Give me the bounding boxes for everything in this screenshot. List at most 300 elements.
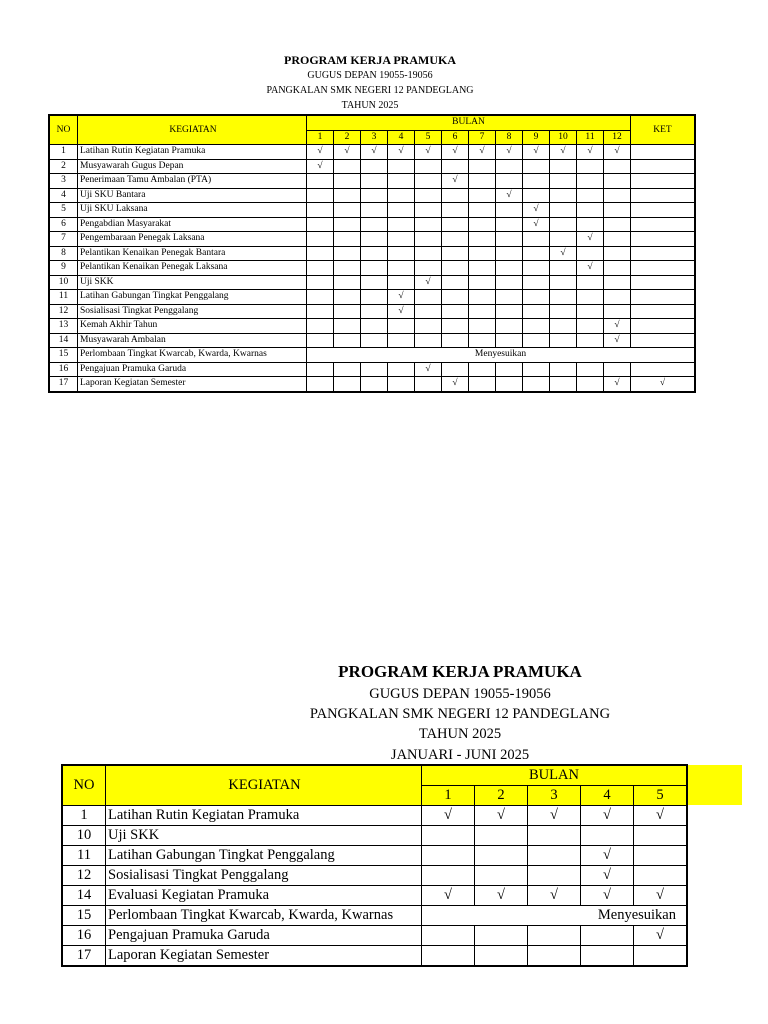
month-check-cell bbox=[442, 275, 469, 290]
month-check-cell bbox=[550, 174, 577, 189]
row-number: 6 bbox=[49, 217, 78, 232]
month-check-cell bbox=[442, 217, 469, 232]
month-check-cell: √ bbox=[442, 377, 469, 392]
month-check-cell bbox=[604, 188, 631, 203]
header-month-2: 2 bbox=[475, 786, 528, 806]
month-check-cell bbox=[634, 846, 688, 866]
month-check-cell bbox=[496, 304, 523, 319]
header-kegiatan: KEGIATAN bbox=[78, 115, 307, 145]
month-check-cell bbox=[307, 304, 334, 319]
month-check-cell bbox=[496, 362, 523, 377]
month-check-cell bbox=[496, 290, 523, 305]
month-check-cell bbox=[581, 926, 634, 946]
month-check-cell bbox=[307, 275, 334, 290]
ket-cell bbox=[631, 217, 696, 232]
month-check-cell bbox=[388, 246, 415, 261]
month-check-cell bbox=[469, 188, 496, 203]
header-month-3: 3 bbox=[528, 786, 581, 806]
month-check-cell bbox=[422, 926, 475, 946]
month-check-cell bbox=[361, 246, 388, 261]
row-number: 16 bbox=[62, 926, 106, 946]
month-check-cell: √ bbox=[334, 145, 361, 160]
month-check-cell bbox=[442, 159, 469, 174]
month-check-cell bbox=[523, 275, 550, 290]
month-check-cell bbox=[634, 826, 688, 846]
month-check-cell bbox=[523, 232, 550, 247]
month-check-cell bbox=[415, 246, 442, 261]
month-check-cell: √ bbox=[581, 886, 634, 906]
month-check-cell bbox=[475, 826, 528, 846]
month-check-cell bbox=[469, 377, 496, 392]
month-check-cell bbox=[334, 319, 361, 334]
table-row bbox=[49, 145, 695, 160]
month-check-cell: √ bbox=[475, 886, 528, 906]
month-check-cell: √ bbox=[388, 145, 415, 160]
month-check-cell bbox=[550, 290, 577, 305]
month-check-cell bbox=[469, 304, 496, 319]
row-number: 4 bbox=[49, 188, 78, 203]
header-month-5: 5 bbox=[415, 130, 442, 145]
month-check-cell bbox=[550, 319, 577, 334]
month-check-cell: √ bbox=[577, 232, 604, 247]
month-check-cell bbox=[334, 159, 361, 174]
row-number: 12 bbox=[62, 866, 106, 886]
month-check-cell bbox=[496, 159, 523, 174]
month-check-cell: √ bbox=[528, 886, 581, 906]
month-check-cell: √ bbox=[475, 806, 528, 826]
month-check-cell bbox=[361, 159, 388, 174]
month-check-cell bbox=[415, 159, 442, 174]
month-check-cell: √ bbox=[415, 362, 442, 377]
month-check-cell bbox=[361, 261, 388, 276]
activity-name: Pengabdian Masyarakat bbox=[78, 217, 307, 232]
month-check-cell: √ bbox=[415, 145, 442, 160]
month-check-cell bbox=[550, 203, 577, 218]
month-check-cell bbox=[469, 275, 496, 290]
month-check-cell bbox=[334, 203, 361, 218]
month-check-cell bbox=[307, 232, 334, 247]
month-check-cell: √ bbox=[496, 188, 523, 203]
month-check-cell bbox=[577, 159, 604, 174]
row-number: 8 bbox=[49, 246, 78, 261]
month-check-cell: √ bbox=[523, 145, 550, 160]
row-number: 10 bbox=[49, 275, 78, 290]
month-check-cell bbox=[415, 232, 442, 247]
month-check-cell: √ bbox=[634, 926, 688, 946]
month-check-cell bbox=[469, 217, 496, 232]
month-check-cell bbox=[577, 304, 604, 319]
month-check-cell: √ bbox=[496, 145, 523, 160]
header-month-9: 9 bbox=[523, 130, 550, 145]
month-check-cell bbox=[415, 217, 442, 232]
month-check-cell bbox=[577, 319, 604, 334]
month-check-cell: √ bbox=[523, 217, 550, 232]
header-month-5: 5 bbox=[634, 786, 688, 806]
month-check-cell bbox=[528, 946, 581, 967]
month-check-cell bbox=[550, 333, 577, 348]
activity-name: Uji SKU Bantara bbox=[78, 188, 307, 203]
month-check-cell bbox=[523, 188, 550, 203]
table-row bbox=[49, 362, 695, 377]
month-check-cell: √ bbox=[361, 145, 388, 160]
row-number: 10 bbox=[62, 826, 106, 846]
month-check-cell: √ bbox=[388, 304, 415, 319]
activity-name: Sosialisasi Tingkat Penggalang bbox=[78, 304, 307, 319]
row-number: 5 bbox=[49, 203, 78, 218]
month-check-cell bbox=[442, 304, 469, 319]
program-table-semester bbox=[61, 764, 688, 967]
month-check-cell bbox=[634, 946, 688, 967]
month-check-cell bbox=[388, 232, 415, 247]
month-check-cell bbox=[604, 174, 631, 189]
month-check-cell bbox=[361, 377, 388, 392]
header-kegiatan: KEGIATAN bbox=[106, 765, 422, 806]
activity-name: Sosialisasi Tingkat Penggalang bbox=[106, 866, 422, 886]
ket-cell bbox=[631, 246, 696, 261]
month-check-cell bbox=[550, 188, 577, 203]
activity-name: Uji SKK bbox=[78, 275, 307, 290]
month-check-cell bbox=[334, 232, 361, 247]
ket-cell bbox=[631, 275, 696, 290]
activity-name: Musyawarah Ambalan bbox=[78, 333, 307, 348]
month-check-cell: √ bbox=[388, 290, 415, 305]
month-check-cell: √ bbox=[604, 377, 631, 392]
table-row bbox=[62, 946, 687, 967]
month-check-cell bbox=[496, 246, 523, 261]
month-check-cell bbox=[388, 203, 415, 218]
month-check-cell bbox=[442, 203, 469, 218]
month-check-cell: √ bbox=[604, 319, 631, 334]
ket-cell bbox=[631, 159, 696, 174]
month-check-cell bbox=[523, 261, 550, 276]
month-check-cell bbox=[442, 290, 469, 305]
month-check-cell bbox=[422, 846, 475, 866]
month-check-cell bbox=[361, 290, 388, 305]
row-number: 12 bbox=[49, 304, 78, 319]
month-check-cell bbox=[361, 304, 388, 319]
table-row bbox=[49, 174, 695, 189]
month-check-cell bbox=[604, 246, 631, 261]
month-check-cell: √ bbox=[528, 806, 581, 826]
table-row bbox=[62, 866, 687, 886]
month-check-cell bbox=[577, 377, 604, 392]
header-bulan: BULAN bbox=[422, 765, 688, 786]
ket-cell bbox=[631, 362, 696, 377]
activity-name: Uji SKK bbox=[106, 826, 422, 846]
table-row bbox=[62, 826, 687, 846]
month-check-cell bbox=[496, 232, 523, 247]
month-check-cell bbox=[388, 159, 415, 174]
table-row bbox=[49, 275, 695, 290]
table-row bbox=[62, 886, 687, 906]
month-check-cell bbox=[469, 174, 496, 189]
month-check-cell bbox=[577, 217, 604, 232]
activity-name: Perlombaan Tingkat Kwarcab, Kwarda, Kwarnas bbox=[78, 348, 307, 363]
month-check-cell bbox=[604, 275, 631, 290]
activity-name: Uji SKU Laksana bbox=[78, 203, 307, 218]
ket-cell bbox=[631, 174, 696, 189]
month-check-cell bbox=[307, 333, 334, 348]
row-number: 14 bbox=[49, 333, 78, 348]
month-check-cell: √ bbox=[577, 145, 604, 160]
row-number: 16 bbox=[49, 362, 78, 377]
month-check-cell bbox=[415, 333, 442, 348]
table-row bbox=[49, 290, 695, 305]
row-number: 15 bbox=[49, 348, 78, 363]
table-row bbox=[49, 377, 695, 392]
activity-name: Latihan Rutin Kegiatan Pramuka bbox=[78, 145, 307, 160]
month-check-cell bbox=[415, 261, 442, 276]
row-number: 11 bbox=[49, 290, 78, 305]
month-check-cell bbox=[307, 203, 334, 218]
month-check-cell bbox=[334, 174, 361, 189]
header-month-3: 3 bbox=[361, 130, 388, 145]
month-check-cell bbox=[334, 333, 361, 348]
month-check-cell bbox=[604, 217, 631, 232]
month-check-cell bbox=[307, 319, 334, 334]
activity-name: Laporan Kegiatan Semester bbox=[78, 377, 307, 392]
month-check-cell bbox=[334, 217, 361, 232]
header-ket: KET bbox=[631, 115, 696, 145]
month-check-cell bbox=[604, 232, 631, 247]
activity-name: Musyawarah Gugus Depan bbox=[78, 159, 307, 174]
month-check-cell bbox=[577, 188, 604, 203]
header-month-10: 10 bbox=[550, 130, 577, 145]
month-check-cell bbox=[361, 319, 388, 334]
month-check-cell: √ bbox=[581, 866, 634, 886]
header-month-1: 1 bbox=[422, 786, 475, 806]
month-check-cell bbox=[388, 377, 415, 392]
table-row bbox=[49, 159, 695, 174]
month-check-cell: √ bbox=[422, 886, 475, 906]
month-check-cell bbox=[604, 362, 631, 377]
month-check-cell bbox=[307, 188, 334, 203]
section2-tahun: TAHUN 2025 bbox=[418, 726, 502, 742]
month-check-cell bbox=[581, 826, 634, 846]
month-check-cell bbox=[388, 362, 415, 377]
month-check-cell bbox=[604, 261, 631, 276]
header-month-4: 4 bbox=[581, 786, 634, 806]
activity-name: Pengajuan Pramuka Garuda bbox=[106, 926, 422, 946]
month-check-cell bbox=[415, 290, 442, 305]
activity-name: Pengajuan Pramuka Garuda bbox=[78, 362, 307, 377]
month-check-cell bbox=[442, 333, 469, 348]
month-check-cell bbox=[334, 246, 361, 261]
activity-name: Latihan Rutin Kegiatan Pramuka bbox=[106, 806, 422, 826]
month-check-cell bbox=[361, 203, 388, 218]
month-check-cell bbox=[442, 319, 469, 334]
table-row bbox=[62, 926, 687, 946]
month-check-cell bbox=[388, 333, 415, 348]
schedule-note: Menyesuikan bbox=[422, 906, 688, 926]
activity-name: Pengembaraan Penegak Laksana bbox=[78, 232, 307, 247]
month-check-cell bbox=[581, 946, 634, 967]
header-month-2: 2 bbox=[334, 130, 361, 145]
activity-name: Pelantikan Kenaikan Penegak Bantara bbox=[78, 246, 307, 261]
month-check-cell bbox=[442, 188, 469, 203]
month-check-cell: √ bbox=[581, 806, 634, 826]
month-check-cell bbox=[334, 304, 361, 319]
section2-title: PROGRAM KERJA PRAMUKA bbox=[338, 662, 582, 681]
month-check-cell bbox=[422, 866, 475, 886]
month-check-cell bbox=[442, 261, 469, 276]
month-check-cell bbox=[550, 275, 577, 290]
month-check-cell: √ bbox=[634, 886, 688, 906]
section1-tahun: TAHUN 2025 bbox=[341, 100, 399, 111]
month-check-cell bbox=[550, 232, 577, 247]
ket-cell bbox=[631, 145, 696, 160]
month-check-cell: √ bbox=[442, 145, 469, 160]
month-check-cell bbox=[469, 319, 496, 334]
month-check-cell bbox=[361, 362, 388, 377]
month-check-cell bbox=[496, 319, 523, 334]
table-row bbox=[49, 232, 695, 247]
month-check-cell: √ bbox=[307, 159, 334, 174]
activity-name: Laporan Kegiatan Semester bbox=[106, 946, 422, 967]
row-number: 17 bbox=[49, 377, 78, 392]
month-check-cell bbox=[361, 217, 388, 232]
month-check-cell bbox=[604, 203, 631, 218]
month-check-cell bbox=[361, 188, 388, 203]
row-number: 13 bbox=[49, 319, 78, 334]
program-table-annual bbox=[48, 114, 696, 393]
month-check-cell bbox=[361, 275, 388, 290]
month-check-cell bbox=[469, 246, 496, 261]
month-check-cell: √ bbox=[604, 333, 631, 348]
month-check-cell bbox=[307, 217, 334, 232]
header-bulan: BULAN bbox=[307, 115, 631, 130]
month-check-cell bbox=[528, 926, 581, 946]
row-number: 9 bbox=[49, 261, 78, 276]
ket-cell bbox=[631, 304, 696, 319]
month-check-cell bbox=[523, 362, 550, 377]
month-check-cell bbox=[523, 333, 550, 348]
month-check-cell: √ bbox=[415, 275, 442, 290]
month-check-cell bbox=[334, 188, 361, 203]
header-highlight-strip bbox=[688, 765, 742, 805]
table-row bbox=[49, 246, 695, 261]
row-number: 3 bbox=[49, 174, 78, 189]
month-check-cell: √ bbox=[307, 145, 334, 160]
month-check-cell bbox=[577, 333, 604, 348]
section2-periode: JANUARI - JUNI 2025 bbox=[390, 747, 530, 763]
month-check-cell bbox=[388, 319, 415, 334]
ket-cell bbox=[631, 203, 696, 218]
month-check-cell bbox=[307, 174, 334, 189]
month-check-cell bbox=[604, 304, 631, 319]
table-row bbox=[49, 203, 695, 218]
activity-name: Latihan Gabungan Tingkat Penggalang bbox=[78, 290, 307, 305]
month-check-cell bbox=[577, 203, 604, 218]
month-check-cell bbox=[604, 159, 631, 174]
header-no: NO bbox=[49, 115, 78, 145]
header-month-4: 4 bbox=[388, 130, 415, 145]
table-row bbox=[62, 806, 687, 826]
table-row bbox=[49, 261, 695, 276]
month-check-cell bbox=[577, 174, 604, 189]
row-number: 2 bbox=[49, 159, 78, 174]
month-check-cell bbox=[496, 261, 523, 276]
ket-cell bbox=[631, 261, 696, 276]
month-check-cell bbox=[577, 290, 604, 305]
month-check-cell bbox=[334, 261, 361, 276]
month-check-cell: √ bbox=[550, 246, 577, 261]
month-check-cell bbox=[523, 174, 550, 189]
month-check-cell bbox=[523, 246, 550, 261]
month-check-cell bbox=[422, 946, 475, 967]
month-check-cell bbox=[307, 377, 334, 392]
table-row bbox=[49, 217, 695, 232]
month-check-cell bbox=[442, 246, 469, 261]
month-check-cell bbox=[388, 174, 415, 189]
month-check-cell bbox=[496, 203, 523, 218]
month-check-cell bbox=[415, 188, 442, 203]
month-check-cell bbox=[550, 261, 577, 276]
ket-cell: √ bbox=[631, 377, 696, 392]
month-check-cell bbox=[550, 217, 577, 232]
month-check-cell bbox=[469, 232, 496, 247]
ket-cell bbox=[631, 232, 696, 247]
row-number: 7 bbox=[49, 232, 78, 247]
header-month-12: 12 bbox=[604, 130, 631, 145]
header-month-8: 8 bbox=[496, 130, 523, 145]
section1-title: PROGRAM KERJA PRAMUKA bbox=[284, 53, 456, 67]
activity-name: Penerimaan Tamu Ambalan (PTA) bbox=[78, 174, 307, 189]
activity-name: Pelantikan Kenaikan Penegak Laksana bbox=[78, 261, 307, 276]
row-number: 14 bbox=[62, 886, 106, 906]
schedule-note: Menyesuikan bbox=[307, 348, 696, 363]
month-check-cell bbox=[388, 261, 415, 276]
ket-cell bbox=[631, 188, 696, 203]
month-check-cell bbox=[469, 203, 496, 218]
month-check-cell bbox=[496, 174, 523, 189]
month-check-cell bbox=[469, 290, 496, 305]
month-check-cell bbox=[334, 275, 361, 290]
row-number: 15 bbox=[62, 906, 106, 926]
month-check-cell bbox=[475, 866, 528, 886]
month-check-cell bbox=[496, 333, 523, 348]
month-check-cell bbox=[442, 362, 469, 377]
month-check-cell: √ bbox=[581, 846, 634, 866]
month-check-cell bbox=[523, 377, 550, 392]
activity-name: Latihan Gabungan Tingkat Penggalang bbox=[106, 846, 422, 866]
row-number: 11 bbox=[62, 846, 106, 866]
table-row bbox=[62, 906, 687, 926]
month-check-cell bbox=[469, 362, 496, 377]
table-row bbox=[62, 846, 687, 866]
month-check-cell bbox=[422, 826, 475, 846]
row-number: 1 bbox=[62, 806, 106, 826]
month-check-cell bbox=[496, 377, 523, 392]
month-check-cell bbox=[496, 217, 523, 232]
activity-name: Evaluasi Kegiatan Pramuka bbox=[106, 886, 422, 906]
month-check-cell bbox=[388, 217, 415, 232]
table-row bbox=[49, 304, 695, 319]
month-check-cell bbox=[577, 362, 604, 377]
month-check-cell bbox=[475, 926, 528, 946]
month-check-cell: √ bbox=[422, 806, 475, 826]
header-no: NO bbox=[62, 765, 106, 806]
header-month-6: 6 bbox=[442, 130, 469, 145]
month-check-cell bbox=[523, 290, 550, 305]
ket-cell bbox=[631, 319, 696, 334]
month-check-cell bbox=[388, 188, 415, 203]
month-check-cell bbox=[442, 232, 469, 247]
month-check-cell bbox=[334, 290, 361, 305]
month-check-cell bbox=[469, 261, 496, 276]
month-check-cell bbox=[550, 377, 577, 392]
month-check-cell: √ bbox=[442, 174, 469, 189]
